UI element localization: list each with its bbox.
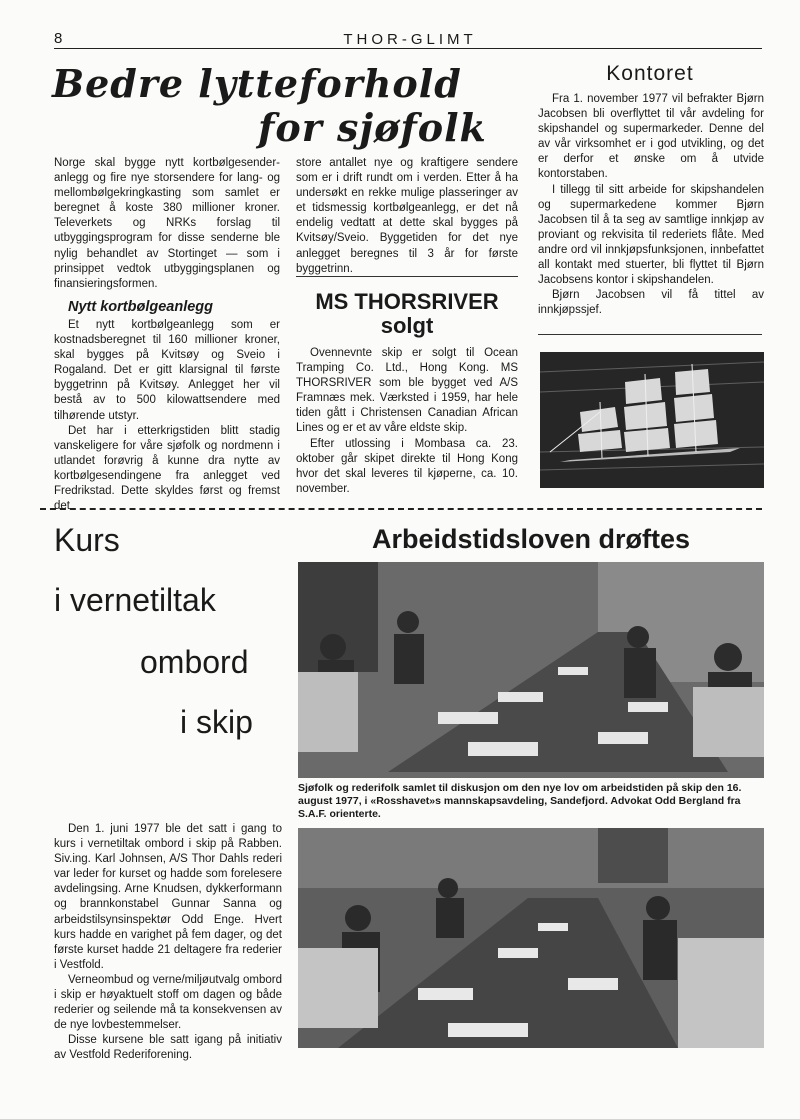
meeting-photo-1 xyxy=(298,562,764,778)
article2-para2: Efter utlossing i Mombasa ca. 23. oktober går skipet direkte til Hong Kong hvor det skal leveres til kjøperne, ca. 10. november. xyxy=(296,437,518,495)
ship-drawing-icon xyxy=(540,352,764,488)
article3-para2: I tillegg til sitt arbeide for skipshandelen og supermarkedene kommer Bjørn Jacobsen til å ta seg av samtlige innkjøp av proviant og rekvisita til rederiets flåte. Med andre ord vil innkjøpsfunksjonen, innbefattet all kontakt med stuerter, bli flyttet til Bjørn Jacobsens kontor i skipshandelen. xyxy=(538,183,764,287)
article1-headline-line2: for sjøfolk xyxy=(258,105,487,150)
article2-headline-line2: solgt xyxy=(380,313,434,338)
header-rule xyxy=(54,48,762,49)
article5-caption: Sjøfolk og rederifolk samlet til diskusjon om den nye lov om arbeidstiden på skip den 16. august 1977, i «Rosshavet»s mannskapsavdeling, Sandefjord. Advokat Odd Bergland fra S.A.F. orienterte. xyxy=(298,782,742,820)
article1-col2-para1: store antallet nye og kraftigere sendere som er i drift rundt om i verden. Etter å ha undersøkt en rekke mulige plasseringer av et tidsmessig kortbølgeanlegg, er det nå endelig vedtatt at dette skal bygges på Kvitsøy/Sveio. Byggetiden for det nye anlegget beregnes til 3 år for første byggetrinn. xyxy=(296,157,518,275)
sailing-ship-illustration xyxy=(540,352,764,488)
article3-para3: Bjørn Jacobsen vil få tittel av innkjøpssjef. xyxy=(538,289,764,317)
section-separator xyxy=(40,508,762,510)
article4-para3: Disse kursene ble satt igang på initiativ av Vestfold Rederiforening. xyxy=(54,1034,282,1062)
article1-subhead: Nytt kortbølgeanlegg xyxy=(68,298,214,315)
article1-headline-line1: Bedre lytteforhold xyxy=(52,61,462,106)
article1-col1-para3: Det har i etterkrigstiden blitt stadig vanskeligere for våre sjøfolk og nordmenn i utlandet forøvrig å kunne dra nytte av kortbølgesendingene fra anlegget ved Fredrikstad. Dette skyldes først og fremst det xyxy=(54,424,280,513)
article1-col1-para1: Norge skal bygge nytt kortbølgesenderanlegg og fire nye storsendere for lang- og mellombølgekringkasting som samlet er beregnet å koste 380 millioner kroner. Televerkets og NRKs forslag til utbyggingsprogram for disse senderne ble nylig behandlet av Stortinget — som i prinsippet vedtok utbyggingsplanen og finansieringsformen. xyxy=(54,157,280,290)
article3-para1: Fra 1. november 1977 vil befrakter Bjørn Jacobsen bli overflyttet til vår avdeling for skipshandel og supermarkeder. Denne del av vår virksomhet er i god utvikling, og det er derfor et ønske om å utvide kontorstaben. xyxy=(538,93,764,181)
divider xyxy=(296,276,518,277)
running-title: THOR-GLIMT xyxy=(343,31,477,48)
article4-para2: Verneombud og verne/miljøutvalg ombord i skip er høyaktuelt stoff om dagen og både rederier og seilende må ta konsekvensen av de nye lovbestemmelser. xyxy=(54,973,282,1032)
article5-headline: Arbeidstidsloven drøftes xyxy=(371,524,691,554)
article4-headline-line2: i vernetiltak xyxy=(54,582,216,618)
meeting-photo-icon xyxy=(298,828,764,1048)
page-number: 8 xyxy=(54,30,63,47)
meeting-photo-icon xyxy=(298,562,764,778)
article1-col1-para2: Et nytt kortbølgeanlegg som er kostnadsberegnet til 160 millioner kroner, skal bygges på Kvitsøy og Sveio i Rogaland. Det er gitt klarsignal til første byggetrinn på Kvitsøy. Anlegget her vil bestå av to 500 kilowattsendere med tilhørende utstyr. xyxy=(54,318,280,422)
article4-headline-line3: ombord xyxy=(140,644,249,680)
article2-body xyxy=(296,346,518,497)
article4-headline-line1: Kurs xyxy=(54,522,120,558)
divider xyxy=(538,334,762,335)
article1-column2 xyxy=(296,156,518,277)
article2-para1: Ovennevnte skip er solgt til Ocean Tramping Co. Ltd., Hong Kong. MS THORSRIVER som ble bygget ved A/S Framnæs mek. Værksted i 1959, har hele tiden gått i Christensen Canadian African Lines og er et av våre eldste skip. xyxy=(296,347,518,435)
article3-headline: Kontoret xyxy=(606,62,694,85)
article1-column1 xyxy=(54,156,280,514)
article4-para1: Den 1. juni 1977 ble det satt i gang to kurs i vernetiltak ombord i skip på Rabben. Siv.ing. Karl Johnsen, A/S Thor Dahls rederi var leder for kurset og hadde som forelesere avdelingsing. Arne Knudsen, dykkerformann og brannkonstabel Gunnar Sanna og arbeidstilsynsinspektør Odd Enge. Hvert kurs hadde en varighet på fem dager, og det første kurset hadde 21 deltagere fra rederier i Vestfold. xyxy=(54,823,282,971)
article4-body xyxy=(54,822,282,1064)
article2-headline-line1: MS THORSRIVER xyxy=(315,289,499,314)
article4-headline-line4: i skip xyxy=(180,704,253,740)
article3-body xyxy=(538,92,764,318)
meeting-photo-2 xyxy=(298,828,764,1048)
